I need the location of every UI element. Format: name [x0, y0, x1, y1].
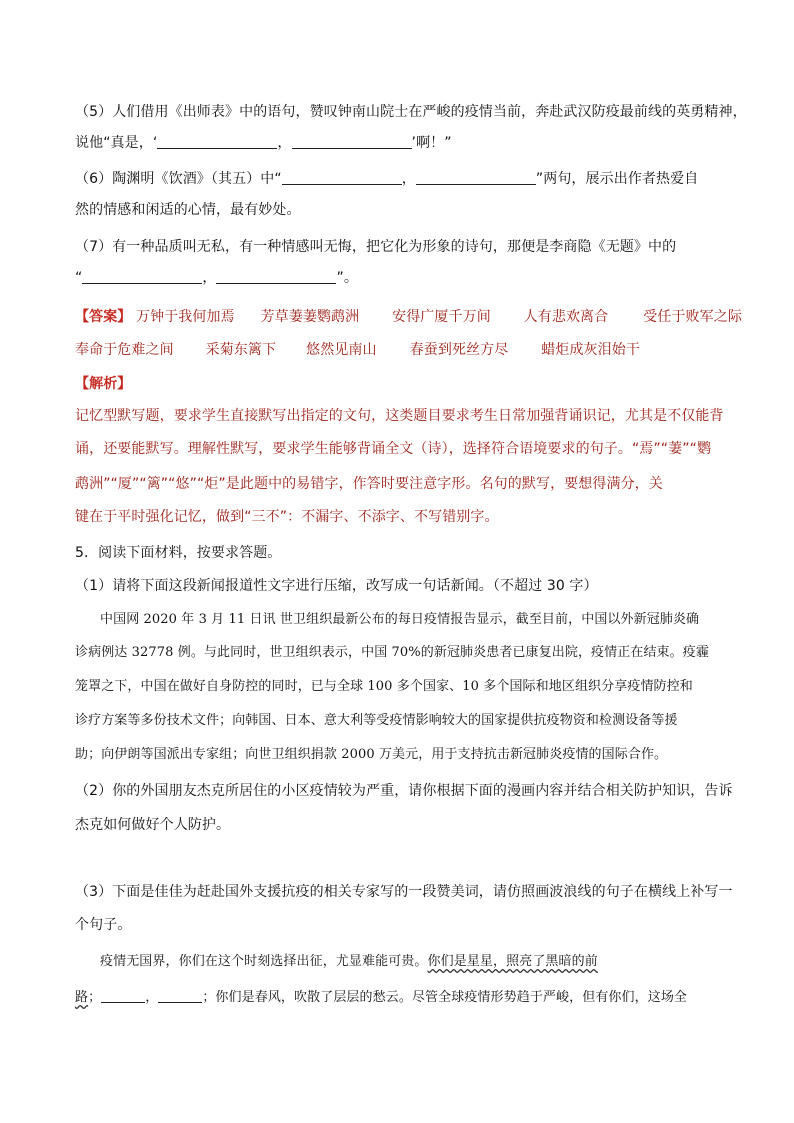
- q5-item5-line1: （5）人们借用《出师表》中的语句，赞叹钟南山院士在严峻的疫情当前，奔赴武汉防疫最前线的英勇精神，: [75, 104, 747, 120]
- sub-question-2-line2: 杰克如何做好个人防护。: [75, 817, 231, 833]
- q5-item6-line2: 然的情感和闲适的心情，最有妙处。: [75, 202, 301, 218]
- fill-blank[interactable]: [157, 133, 277, 149]
- news-line: 诊病例达 32778 例。与此同时，世卫组织表示，中国 70%的新冠肺炎患者已康复出院，疫情正在结束。疫霾: [75, 645, 709, 660]
- news-line: 诊疗方案等多份技术文件；向韩国、日本、意大利等受疫情影响较大的国家提供抗疫物资和检测设备等援: [75, 713, 678, 728]
- analysis-label: 【解析】: [75, 376, 132, 392]
- analysis-line: 键在于平时强化记忆，做到“三不”：不漏字、不添字、不写错别字。: [75, 509, 499, 525]
- fill-blank[interactable]: [282, 169, 402, 185]
- answer-item: 万钟于我何加焉: [135, 309, 235, 325]
- fill-blank[interactable]: [101, 987, 145, 1003]
- answer-item: 悠然见南山: [306, 342, 377, 358]
- answer-item: 人有悲欢离合: [523, 309, 609, 325]
- answer-row-2: [75, 339, 725, 361]
- q5-item7-line2: “ ， ”。: [75, 270, 358, 286]
- sub-question-3-line1: （3）下面是佳佳为赶赴国外支援抗疫的相关专家写的一段赞美词，请仿照画波浪线的句子在横线上补写一: [75, 884, 733, 900]
- wavy-sentence: 你们是星星，照亮了黑暗的前: [427, 954, 598, 969]
- analysis-line: 鹉洲”“厦”“篱”“悠”“炬”是此题中的易错字，作答时要注意字形。名句的默写，要想得满分，关: [75, 476, 663, 492]
- answer-label: 【答案】: [75, 309, 132, 325]
- sub-question-2-line1: （2）你的外国朋友杰克所居住的小区疫情较为严重，请你根据下面的漫画内容并结合相关防护知识，告诉: [75, 783, 733, 799]
- answer-item: 安得广厦千万间: [392, 309, 491, 325]
- answer-item: 蜡炬成灰泪始干: [541, 342, 640, 358]
- answer-item: 芳草萋萋鹦鹉洲: [260, 309, 360, 325]
- sub-question-1: （1）请将下面这段新闻报道性文字进行压缩，改写成一句话新闻。（不超过 30 字）: [75, 578, 598, 594]
- answer-row-1: [75, 306, 742, 328]
- q5-item7-line1: （7）有一种品质叫无私，有一种情感叫无悔，把它化为形象的诗句，那便是李商隐《无题》中的: [75, 239, 677, 255]
- q5-item5-line2: 说他“真是，‘ ， ’啊！”: [75, 135, 452, 151]
- answer-item: 采菊东篱下: [205, 342, 277, 358]
- answer-item: 奉命于危难之间: [75, 342, 174, 358]
- praise-line1: 疫情无国界，你们在这个时刻选择出征，尤显难能可贵。你们是星星，照亮了黑暗的前: [100, 954, 598, 969]
- news-line: 笼罩之下，中国在做好自身防控的同时，已与全球 100 多个国家、10 多个国际和地区组织分享疫情防控和: [75, 679, 693, 694]
- news-line: 助；向伊朗等国派出专家组；向世卫组织捐款 2000 万美元，用于支持抗击新冠肺炎疫情的国际合作。: [75, 747, 668, 762]
- analysis-line: 诵，还要能默写。理解性默写，要求学生能够背诵全文（诗），选择符合语境要求的句子。“焉”“萋”“鹦: [75, 441, 712, 457]
- news-line: 中国网 2020 年 3 月 11 日讯 世卫组织最新公布的每日疫情报告显示，截至目前，中国以外新冠肺炎确: [100, 612, 700, 627]
- wavy-sentence: 路: [75, 990, 89, 1005]
- fill-blank[interactable]: [292, 133, 412, 149]
- praise-line2: 路； ， ；你们是春风，吹散了层层的愁云。尽管全球疫情形势趋于严峻，但有你们，这场全: [75, 987, 725, 1009]
- analysis-line: 记忆型默写题，要求学生直接默写出指定的文句，这类题目要求考生日常加强背诵识记，尤其是不仅能背: [75, 408, 724, 424]
- fill-blank[interactable]: [416, 169, 536, 185]
- fill-blank[interactable]: [216, 268, 336, 284]
- question-heading: 5．阅读下面材料，按要求答题。: [75, 545, 282, 561]
- fill-blank[interactable]: [158, 987, 202, 1003]
- answer-item: 受任于败军之际: [643, 309, 742, 325]
- fill-blank[interactable]: [82, 268, 202, 284]
- sub-question-3-line2: 个句子。: [75, 917, 132, 933]
- q5-item6-line1: （6）陶渊明《饮酒》（其五）中“ ， ”两句，展示出作者热爱自: [75, 171, 699, 187]
- answer-item: 春蚕到死丝方尽: [409, 342, 509, 358]
